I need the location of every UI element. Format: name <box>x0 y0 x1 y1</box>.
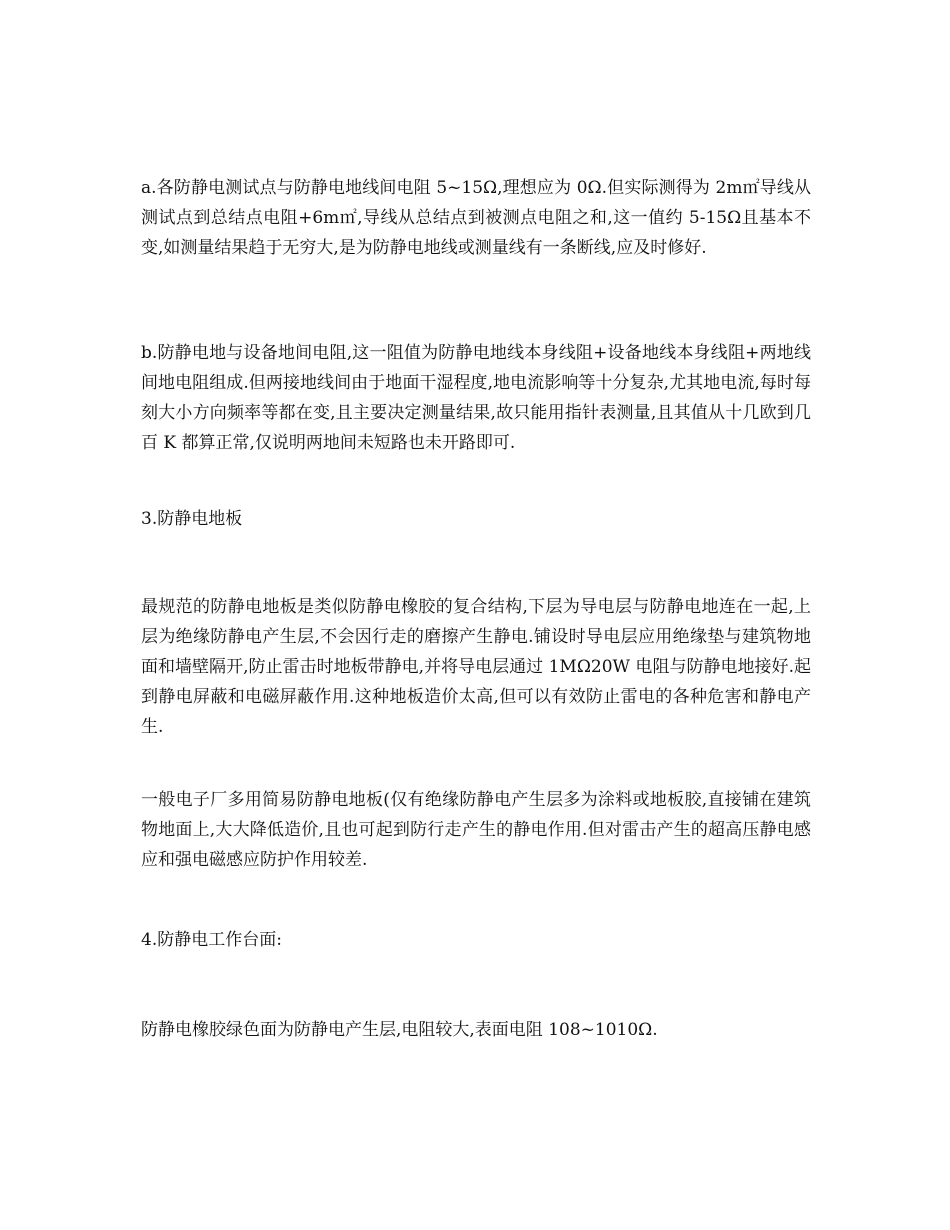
paragraph-a-test-point-resistance: a.各防静电测试点与防静电地线间电阻 5~15Ω,理想应为 0Ω.但实际测得为 2m㎡导线从测试点到总结点电阻+6m㎡,导线从总结点到被测点电阻之和,这一值约 5-15Ω且基本不变,如测量结果趋于无穷大,是为防静电地线或测量线有一条断线,应及时修好. <box>141 178 811 258</box>
paragraph-b-ground-resistance: b.防静电地与设备地间电阻,这一阻值为防静电地线本身线阻+设备地线本身线阻+两地线间地电阻组成.但两接地线间由于地面干湿程度,地电流影响等十分复杂,尤其地电流,每时每刻大小方向频率等都在变,且主要决定测量结果,故只能用指针表测量,且其值从十几欧到几百 K 都算正常,仅说明两地间未短路也未开路即可. <box>141 343 811 453</box>
paragraph-work-surface: 防静电橡胶绿色面为防静电产生层,电阻较大,表面电阻 108~1010Ω. <box>141 1020 658 1040</box>
section-heading-antistatic-floor: 3.防静电地板 <box>141 509 243 529</box>
paragraph-standard-floor: 最规范的防静电地板是类似防静电橡胶的复合结构,下层为导电层与防静电地连在一起,上层为绝缘防静电产生层,不会因行走的磨擦产生静电.铺设时导电层应用绝缘垫与建筑物地面和墙壁隔开,防止雷击时地板带静电,并将导电层通过 1MΩ20W 电阻与防静电地接好.起到静电屏蔽和电磁屏蔽作用.这种地板造价太高,但可以有效防止雷电的各种危害和静电产生. <box>141 597 811 737</box>
section-heading-work-surface: 4.防静电工作台面: <box>141 930 282 950</box>
paragraph-simple-floor: 一般电子厂多用简易防静电地板(仅有绝缘防静电产生层多为涂料或地板胶,直接铺在建筑物地面上,大大降低造价,且也可起到防行走产生的静电作用.但对雷击产生的超高压静电感应和强电磁感应防护作用较差. <box>141 790 811 870</box>
